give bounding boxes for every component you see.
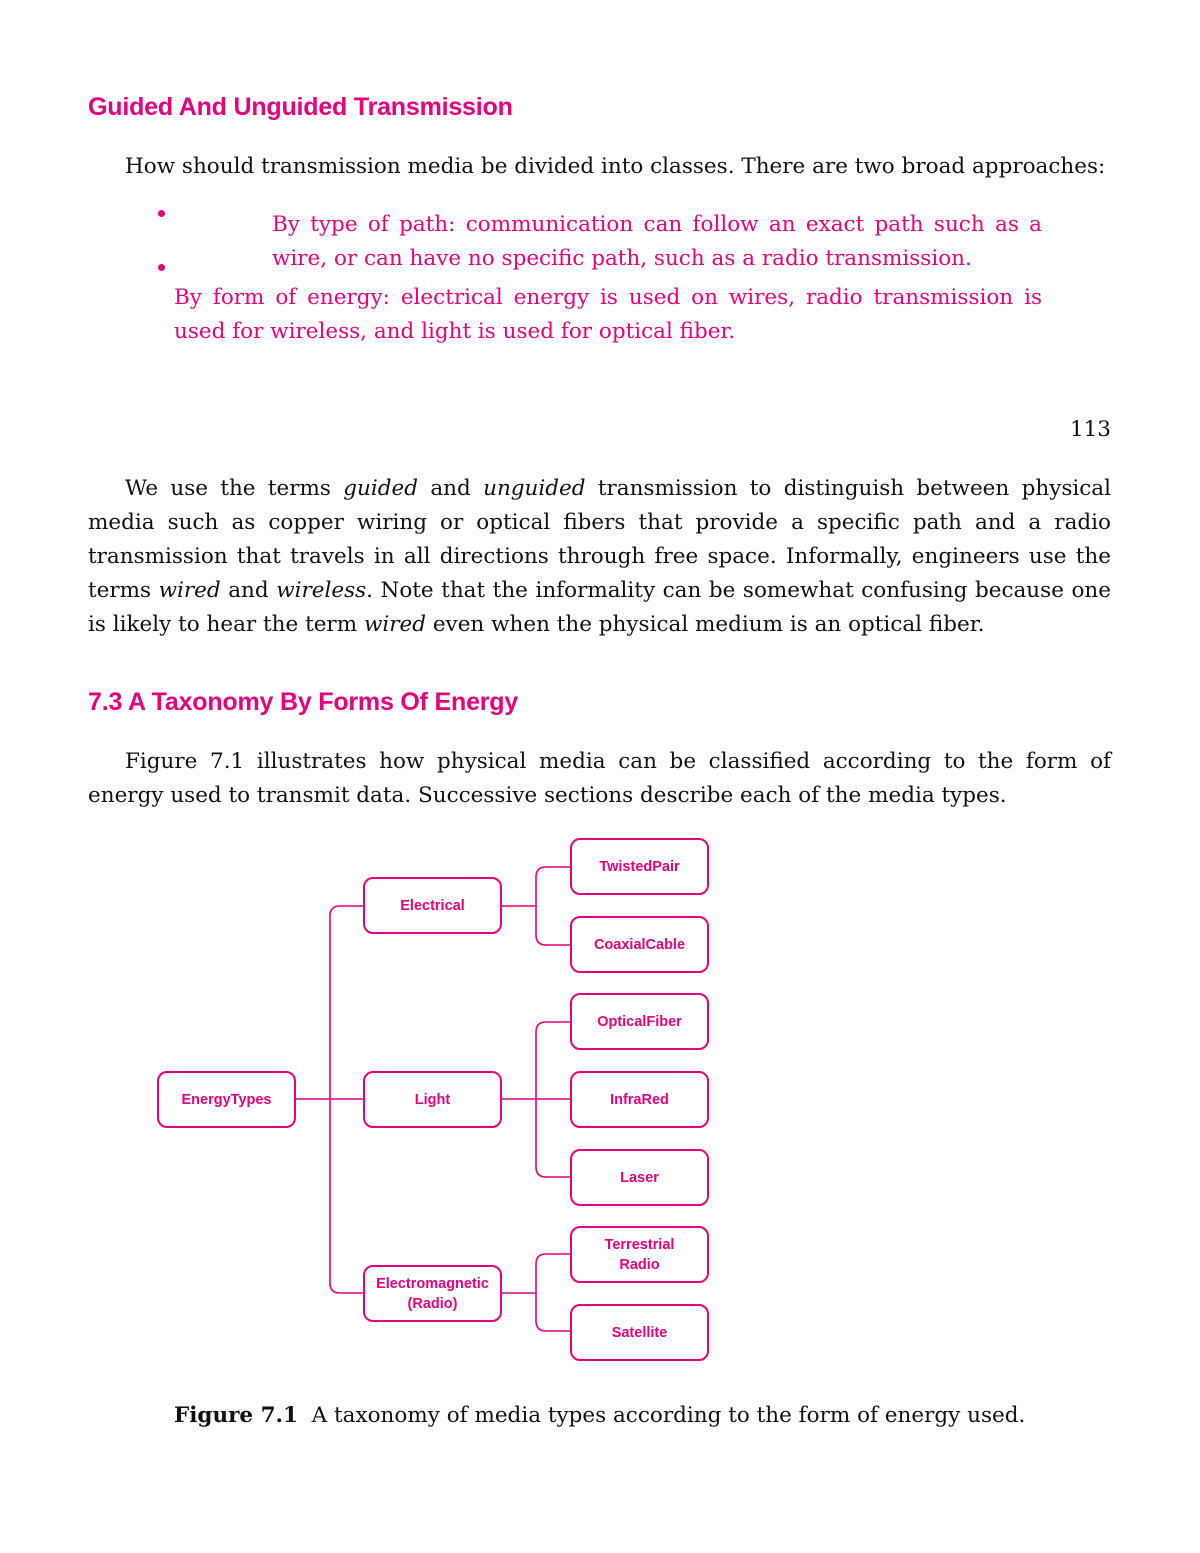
bullet-energy-line2: used for wireless, and light is used for optical fiber. [174,319,736,344]
node-label: OpticalFiber [597,1013,682,1030]
taxonomy-text-line2: energy used to transmit data. Successive sections describe each of the media types. [88,783,1007,808]
node-label: InfraRed [610,1091,669,1108]
connector-electrical-children [536,867,571,945]
section-heading-taxonomy: 7.3 A Taxonomy By Forms Of Energy [88,688,519,716]
node-electromagnetic [363,1265,502,1322]
node-energy-types [157,1071,296,1128]
node-optical-fiber [570,993,709,1050]
node-label: Satellite [611,1324,668,1341]
node-label: Electrical [400,897,465,914]
node-label: Radio [619,1256,660,1273]
node-label: (Radio) [407,1295,458,1312]
text-span: terms [88,578,159,603]
text-span: transmission to distinguish between physical [585,476,1111,501]
node-label: TwistedPair [599,858,680,875]
node-terrestrial-radio [570,1226,709,1283]
node-label: Terrestrial [604,1236,675,1253]
node-label: EnergyTypes [181,1091,272,1108]
node-coaxial-cable [570,916,709,973]
figure-caption [174,1403,1025,1428]
caption-text: A taxonomy of media types according to the form of energy used. [298,1403,1026,1428]
node-satellite [570,1304,709,1361]
node-label: Light [414,1091,451,1108]
text-span: . Note that the informality can be somewhat confusing because one [366,578,1111,603]
bullet-path-line2: wire, or can have no specific path, such as a radio transmission. [272,246,972,271]
node-label: Electromagnetic [376,1275,489,1292]
page-number: 113 [1069,417,1111,442]
paragraph-line: transmission that travels in all directions through free space. Informally, engineers use the [88,544,1111,569]
node-light [363,1071,502,1128]
node-electrical [363,877,502,934]
node-laser [570,1149,709,1206]
node-label: Laser [620,1169,659,1186]
paragraph-line: media such as copper wiring or optical fibers that provide a specific path and a radio [88,510,1111,535]
text-span: We use the terms [125,476,344,501]
text-span: and [418,476,484,501]
connector-electromagnetic-children [536,1254,571,1331]
intro-text: How should transmission media be divided into classes. There are two broad approaches: [125,154,1106,179]
emphasis-wireless: wireless [276,578,367,603]
node-label: CoaxialCable [593,936,686,953]
text-span: is likely to hear the term [88,612,364,637]
bullet-path-line1: By type of path: communication can follow an exact path such as a [272,212,1042,237]
bullet-energy-line1: By form of energy: electrical energy is used on wires, radio transmission is [174,285,1042,310]
text-span: even when the physical medium is an optical fiber. [425,612,985,637]
emphasis-wired: wired [363,612,426,637]
figure-label: Figure 7.1 [174,1403,298,1428]
node-infrared [570,1071,709,1128]
emphasis-wired: wired [158,578,221,603]
text-span: and [220,578,277,603]
section-heading-guided-unguided: Guided And Unguided Transmission [88,93,513,121]
node-twisted-pair [570,838,709,895]
emphasis-guided: guided [343,476,418,501]
taxonomy-text-line1: Figure 7.1 illustrates how physical media can be classified according to the form of [125,749,1111,774]
emphasis-unguided: unguided [483,476,586,501]
